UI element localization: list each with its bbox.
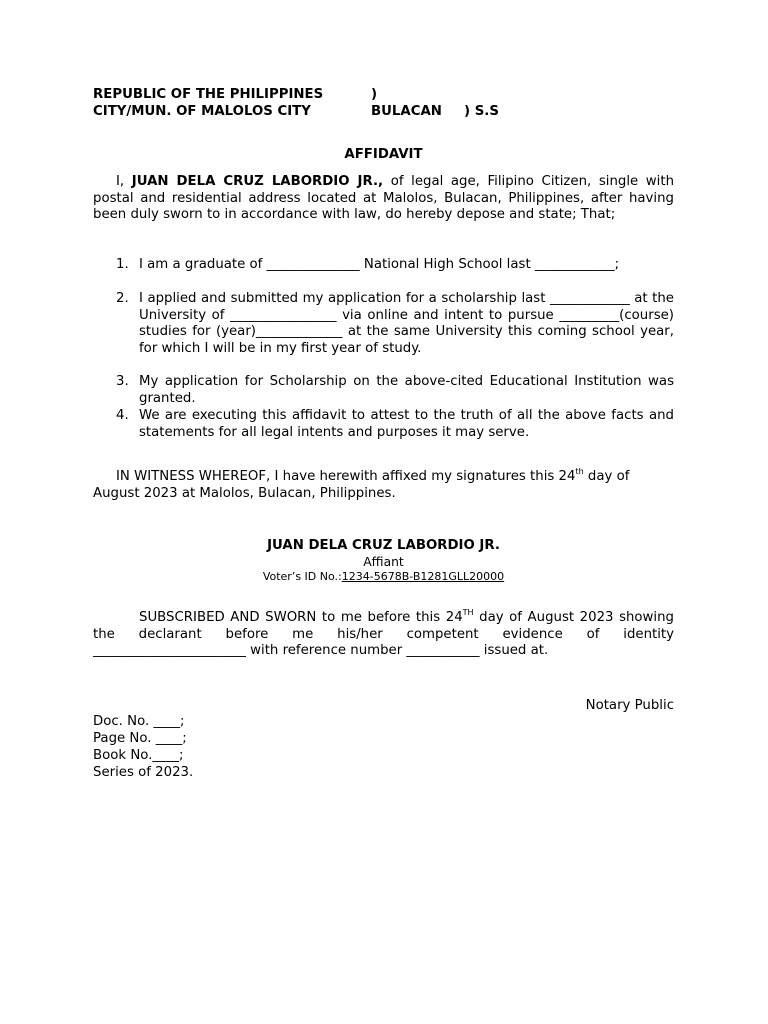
item-text: My application for Scholarship on the above-cited Educational Institution was granted. [139, 374, 674, 406]
series-year: Series of 2023. [93, 765, 194, 780]
item-text: I applied and submitted my application for a scholarship last ____________ at the University of ________________ via online and intent to pursue _________(course) studies for (year)_____________ at the same University this coming school year, for which I will be in my first year of study. [139, 291, 674, 357]
voter-id-line [93, 570, 674, 583]
header-line-1 [93, 86, 378, 103]
ss-label: ) S.S [464, 104, 499, 119]
voter-id-value: 1234-5678B-B1281GLL20000 [341, 570, 505, 583]
header-paren: ) [371, 87, 378, 102]
republic-label: REPUBLIC OF THE PHILIPPINES [93, 87, 324, 102]
book-number: Book No.____; [93, 748, 184, 763]
city-label: CITY/MUN. OF MALOLOS CITY [93, 104, 311, 119]
witness-line-1: IN WITNESS WHEREOF, I have herewith affixed my signatures this 24th day of [116, 467, 630, 484]
province-label: BULACAN [371, 104, 442, 119]
item-text: I am a graduate of ______________ National High School last ____________; [139, 257, 620, 272]
item-number: 1. [116, 257, 129, 272]
notary-public-label: Notary Public [585, 698, 674, 713]
item-number: 4. [116, 408, 129, 423]
affiant-name: JUAN DELA CRUZ LABORDIO JR. [267, 538, 500, 553]
document-title: AFFIDAVIT [344, 147, 423, 162]
jurat-paragraph: SUBSCRIBED AND SWORN to me before this 24TH day of August 2023 showing the declarant before me his/her competent evidence of identity _______________________ with reference number ___________ issued at. [93, 608, 674, 659]
item-number: 2. [116, 291, 129, 306]
witness-line-2: August 2023 at Malolos, Bulacan, Philippines. [93, 486, 396, 501]
header-line-2 [93, 103, 513, 120]
affiant-role: Affiant [363, 555, 404, 569]
voter-id-label: Voter’s ID No.: [262, 570, 342, 583]
intro-paragraph: I, JUAN DELA CRUZ LABORDIO JR., of legal age, Filipino Citizen, single with postal and residential address located at Malolos, Bulacan, Philippines, after having been duly sworn to in accordance with law, do hereby depose and state; That; [93, 174, 675, 223]
item-number: 3. [116, 374, 129, 389]
affiant-name-inline: JUAN DELA CRUZ LABORDIO JR., [131, 174, 384, 189]
item-text: We are executing this affidavit to attest to the truth of all the above facts and statements for all legal intents and purposes it may serve. [139, 408, 674, 440]
page-number: Page No. ____; [93, 731, 187, 746]
doc-number: Doc. No. ____; [93, 714, 185, 729]
